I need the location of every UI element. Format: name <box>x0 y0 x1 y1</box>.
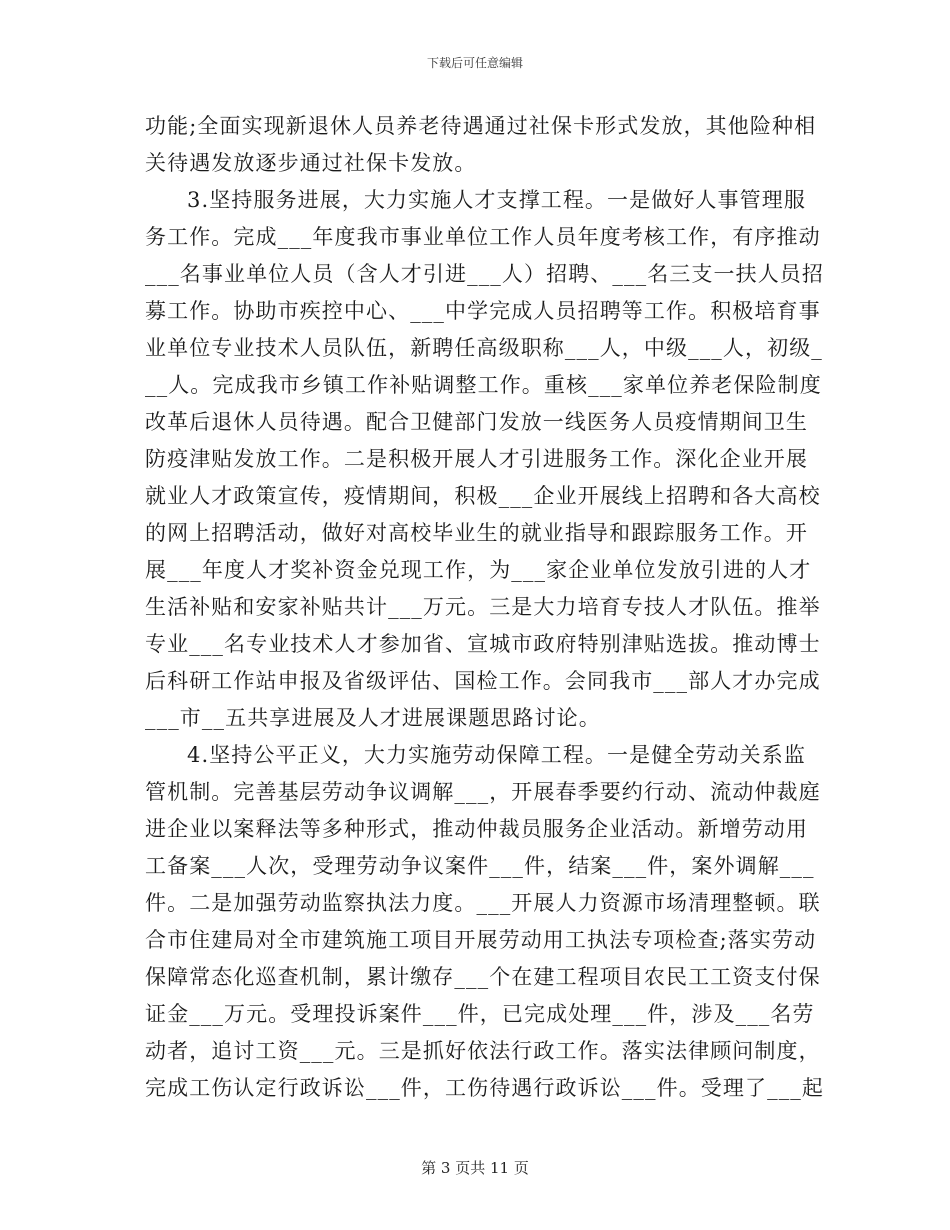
text-line: 完成工伤认定行政诉讼___件，工伤待遇行政诉讼___件。受理了___起 <box>145 1076 824 1100</box>
text-line: 的网上招聘活动，做好对高校毕业生的就业指导和跟踪服务工作。开 <box>145 521 808 545</box>
text-line: 功能;全面实现新退休人员养老待遇通过社保卡形式发放，其他险种相 <box>145 114 817 138</box>
text-line: 业单位专业技术人员队伍，新聘任高级职称___人，中级___人，初级_ <box>145 336 823 360</box>
text-line: 合市住建局对全市建筑施工项目开展劳动用工执法专项检查;落实劳动 <box>145 928 817 952</box>
text-line: 进企业以案释法等多种形式，推动仲裁员服务企业活动。新增劳动用 <box>145 817 808 841</box>
text-line: 专业___名专业技术人才参加省、宣城市政府特别津贴选拔。推动博士 <box>145 632 821 656</box>
page-number-footer: 第 3 页共 11 页 <box>421 1159 529 1177</box>
text-line: 关待遇发放逐步通过社保卡发放。 <box>145 151 477 175</box>
text-line: __人。完成我市乡镇工作补贴调整工作。重核___家单位养老保险制度 <box>145 373 822 397</box>
page-header-note: 下载后可任意编辑 <box>426 56 523 70</box>
text-line: 就业人才政策宣传，疫情期间，积极___企业开展线上招聘和各大高校 <box>145 484 821 508</box>
text-line: 后科研工作站申报及省级评估、国检工作。会同我市___部人才办完成 <box>145 669 821 693</box>
text-line: 动者，追讨工资___元。三是抓好依法行政工作。落实法律顾问制度， <box>145 1039 821 1063</box>
text-line: 防疫津贴发放工作。二是积极开展人才引进服务工作。深化企业开展 <box>145 447 808 471</box>
paragraph-4-start: 4.坚持公平正义，大力实施劳动保障工程。一是健全劳动关系监 <box>187 743 806 767</box>
text-line: 证金___万元。受理投诉案件___件，已完成处理___件，涉及___名劳 <box>145 1002 815 1026</box>
text-line: 生活补贴和安家补贴共计___万元。三是大力培育专技人才队伍。推举 <box>145 595 821 619</box>
text-line: 保障常态化巡查机制，累计缴存___个在建工程项目农民工工资支付保 <box>145 965 821 989</box>
text-line: 工备案___人次，受理劳动争议案件___件，结案___件，案外调解___ <box>145 854 815 878</box>
text-line: 展___年度人才奖补资金兑现工作，为___家企业单位发放引进的人才 <box>145 558 812 582</box>
text-line: ___市__五共享进展及人才进展课题思路讨论。 <box>145 706 601 730</box>
body-text <box>145 108 824 1107</box>
paragraph-3-start: 3.坚持服务进展，大力实施人才支撑工程。一是做好人事管理服 <box>187 188 806 212</box>
text-line: 募工作。协助市疾控中心、___中学完成人员招聘等工作。积极培育事 <box>145 299 821 323</box>
text-line: 管机制。完善基层劳动争议调解___，开展春季要约行动、流动仲裁庭 <box>145 780 821 804</box>
text-line: 改革后退休人员待遇。配合卫健部门发放一线医务人员疫情期间卫生 <box>145 410 808 434</box>
text-line: 件。二是加强劳动监察执法力度。___开展人力资源市场清理整顿。联 <box>145 891 821 915</box>
text-line: 务工作。完成___年度我市事业单位工作人员年度考核工作，有序推动 <box>145 225 821 249</box>
text-line: ___名事业单位人员（含人才引进___人）招聘、___名三支一扶人员招 <box>145 262 824 286</box>
